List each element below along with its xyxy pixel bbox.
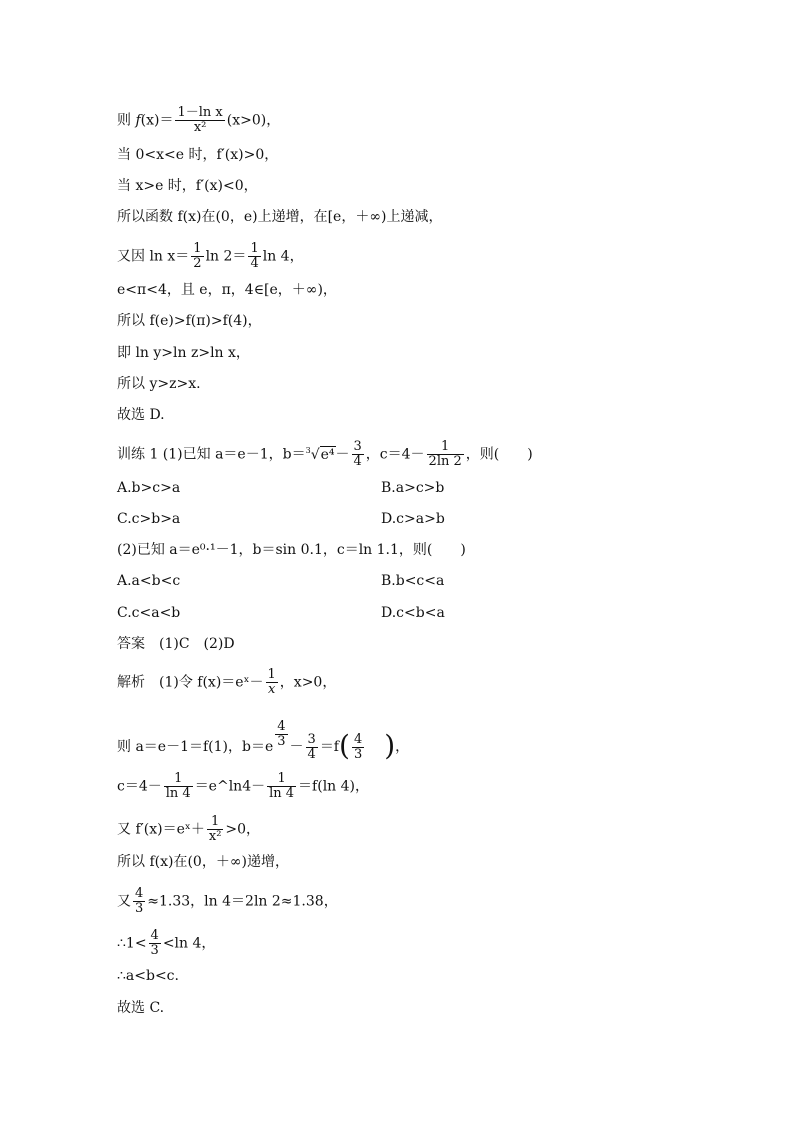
fraction [266, 668, 278, 697]
option-a-2: A.a<b<c [117, 573, 181, 589]
option-b-1: B.a>c>b [381, 480, 445, 496]
fraction [352, 733, 364, 762]
option-c-1: C.c>b>a [117, 511, 181, 527]
line-f-definition [117, 106, 280, 135]
solution-a-b-values [117, 720, 409, 762]
solution-inequality [117, 929, 215, 958]
text: ， [395, 739, 410, 755]
solution-result: ∴a<b<c. [117, 968, 179, 984]
option-d-2: D.c<b<a [381, 605, 445, 621]
option-d-1: D.c>a>b [381, 511, 445, 527]
exercise-2-question: (2)已知 a＝e⁰·¹－1，b＝sin 0.1，c＝ln 1.1，则( ) [117, 542, 466, 558]
denominator: 3 [353, 746, 363, 762]
text: ∴1< [117, 935, 147, 952]
text: f [135, 112, 141, 129]
text: (x>0)， [226, 112, 281, 129]
numerator: 1 [277, 771, 286, 786]
numerator: 3 [353, 439, 362, 454]
numerator: 4 [135, 886, 144, 901]
exercise-1-question [117, 440, 533, 469]
denominator: ln 4 [165, 786, 191, 801]
fraction [248, 242, 260, 271]
solution-derivative [117, 815, 260, 844]
option-a-1: A.b>c>a [117, 480, 181, 496]
text: >0， [225, 821, 261, 838]
text: (x)＝ [140, 112, 174, 129]
cube-root: $^3$√e⁴ [305, 445, 335, 463]
text: c＝4－ [117, 778, 162, 795]
text: ＝e^ln4－ [194, 778, 266, 795]
fraction [267, 772, 296, 801]
paren: ) [384, 729, 396, 762]
line-increase-condition: 当 0<x<e 时，f′(x)>0， [117, 147, 279, 163]
fraction [149, 929, 161, 958]
text: ，c＝4－ [365, 446, 425, 463]
denominator: 4 [250, 256, 259, 271]
text: 又 f′(x)＝eˣ＋ [117, 821, 205, 838]
text: 训练 1 (1)已知 a＝e－1，b＝ [117, 446, 306, 463]
text: － [335, 446, 350, 463]
numerator: 1－ln x [177, 105, 223, 120]
solution-c-value [117, 772, 369, 801]
fraction [306, 733, 318, 762]
denominator: x² [175, 120, 224, 135]
solution-choose-c: 故选 C. [117, 1000, 165, 1016]
denominator: 3 [277, 734, 286, 749]
text: 又因 ln x＝ [117, 248, 190, 265]
radicand: e⁴ [320, 446, 335, 463]
text: 解析 (1)令 f(x)＝eˣ－ [117, 674, 264, 691]
numerator: 1 [193, 241, 202, 256]
numerator: 1 [250, 241, 259, 256]
denominator: ln 4 [269, 786, 295, 801]
text: 又 [117, 893, 131, 910]
denominator: 3 [135, 901, 144, 916]
numerator: 1 [174, 771, 183, 786]
text: ln 2＝ [205, 248, 247, 265]
numerator: 4 [277, 719, 286, 734]
text: － [289, 739, 304, 755]
line-conclusion: 所以 y>z>x. [117, 376, 201, 392]
solution-increasing: 所以 f(x)在(0，＋∞)递增， [117, 854, 289, 870]
text: 则 a＝e－1＝f(1)，b＝e [117, 739, 274, 755]
text: 则 [117, 112, 136, 129]
denominator: 2ln 2 [428, 454, 462, 469]
numerator: 1 [267, 667, 276, 682]
denominator: 2 [193, 256, 202, 271]
line-choose-d: 故选 D. [117, 407, 165, 423]
fraction [164, 772, 193, 801]
line-order-e-pi: e<π<4，且 e，π，4∈[e，＋∞)， [117, 282, 337, 298]
option-b-2: B.b<c<a [381, 573, 445, 589]
denominator: 4 [307, 746, 316, 762]
fraction [175, 106, 224, 135]
text: ，x>0， [279, 674, 337, 691]
numerator: 1 [210, 814, 220, 829]
denominator: 4 [353, 454, 362, 469]
option-c-2: C.c<a<b [117, 605, 181, 621]
denominator: x [266, 682, 278, 697]
fraction [191, 242, 203, 271]
fraction [352, 440, 364, 469]
answer-line: 答案 (1)C (2)D [117, 636, 235, 652]
numerator: 1 [441, 439, 450, 454]
text: ≈1.33，ln 4＝2ln 2≈1.38， [147, 893, 338, 910]
line-monotonicity: 所以函数 f(x)在(0，e)上递增，在[e，＋∞)上递减， [117, 209, 443, 225]
solution-approximations [117, 887, 338, 916]
text: ＝f(ln 4)， [298, 778, 370, 795]
text: <ln 4， [162, 935, 216, 952]
line-ln-compare: 即 ln y>ln z>ln x， [117, 345, 250, 361]
text: ＝f [319, 739, 339, 755]
exponent-fraction [275, 720, 287, 749]
numerator: 4 [353, 731, 363, 747]
root-index: 3 [305, 445, 311, 455]
fraction [133, 887, 145, 916]
numerator: 3 [307, 731, 316, 747]
fraction [207, 815, 224, 844]
line-f-compare: 所以 f(e)>f(π)>f(4)， [117, 313, 262, 329]
denominator: 3 [150, 943, 159, 958]
line-ln-identity [117, 242, 304, 271]
text: ln 4， [262, 248, 304, 265]
fraction [427, 440, 464, 469]
line-decrease-condition: 当 x>e 时，f′(x)<0， [117, 178, 258, 194]
text: ，则( ) [465, 446, 533, 463]
paren: ( [339, 729, 350, 762]
numerator: 4 [150, 928, 159, 943]
solution-define-f [117, 668, 336, 697]
denominator: x² [208, 829, 222, 844]
